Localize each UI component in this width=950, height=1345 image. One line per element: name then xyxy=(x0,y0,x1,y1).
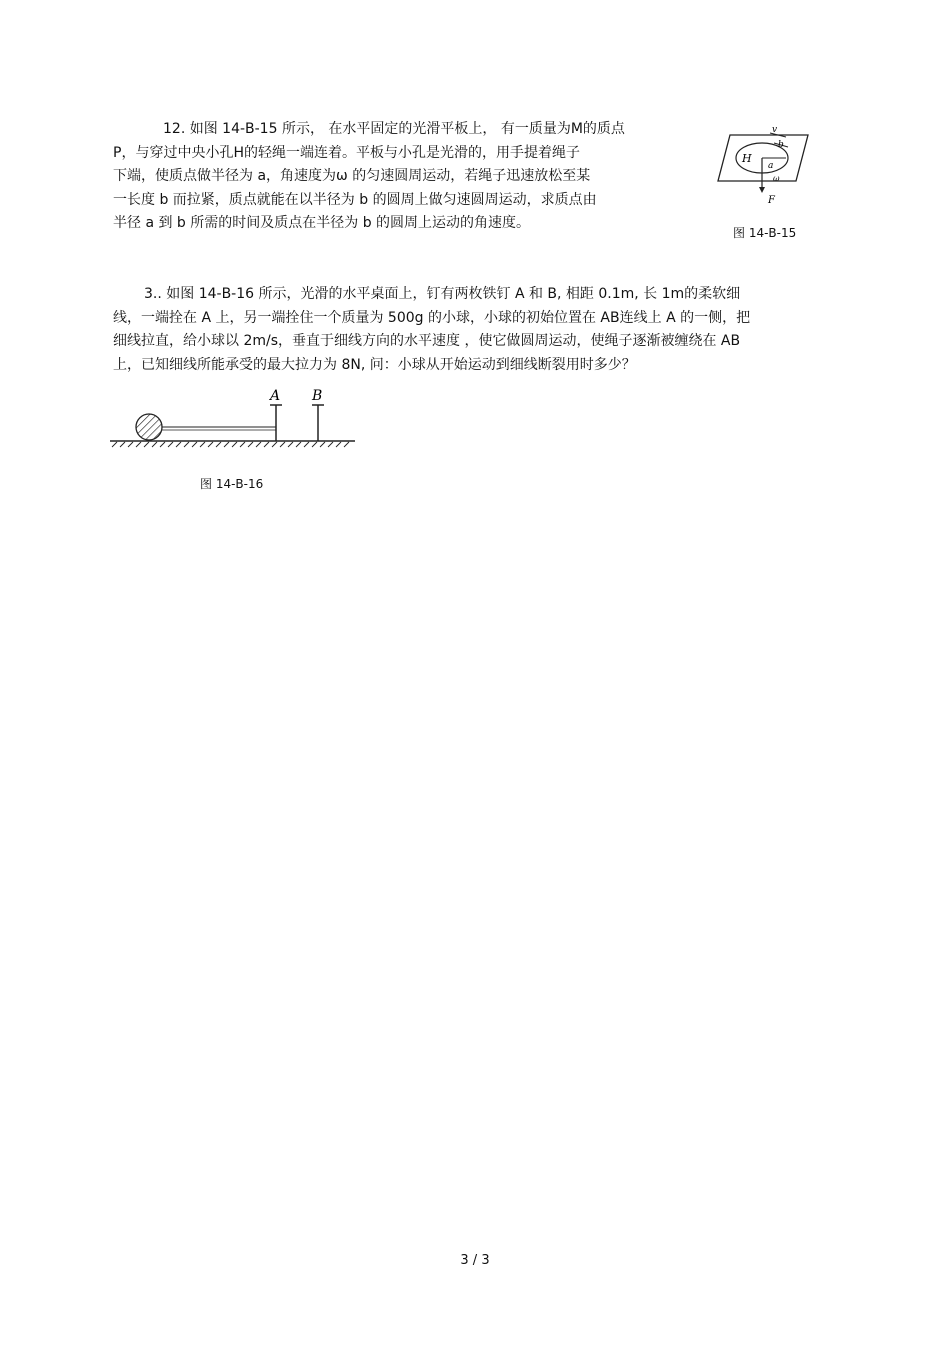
problem-12-line-5: 半径 a 到 b 所需的时间及质点在半径为 b 的圆周上运动的角速度。 xyxy=(113,215,531,231)
fig15-label-v: v xyxy=(772,125,778,135)
problem-12-line-3: 下端，使质点做半径为 a，角速度为ω 的匀速圆周运动，若绳子迅速放松至某 xyxy=(113,168,591,184)
fig16-label-a: A xyxy=(270,388,281,404)
problem-3-line-4: 上，已知细线所能承受的最大拉力为 8N, 问：小球从开始运动到细线断裂用时多少？ xyxy=(113,356,636,373)
page-number: 3 / 3 xyxy=(460,1253,490,1268)
problem-12-line-4: 一长度 b 而拉紧，质点就能在以半径为 b 的圆周上做匀速圆周运动，求质点由 xyxy=(113,191,597,208)
fig15-label-b: b xyxy=(778,140,784,150)
fig15-label-omega: ω xyxy=(773,174,780,183)
problem-12-line-2: P，与穿过中央小孔H的轻绳一端连着。平板与小孔是光滑的，用手提着绳子 xyxy=(113,144,580,161)
fig15-label-h: H xyxy=(742,152,752,165)
figure-14-b-15-caption: 图 14-B-15 xyxy=(733,226,797,240)
fig15-label-f: F xyxy=(768,195,775,206)
problem-3-line-3: 细线拉直，给小球以 2m/s，垂直于细线方向的水平速度 ，使它做圆周运动，使绳子逐渐被缠绕在 AB xyxy=(113,333,741,349)
fig16-label-b: B xyxy=(312,388,323,404)
figure-14-b-16-caption: 图 14-B-16 xyxy=(200,477,264,491)
fig15-label-a: a xyxy=(768,161,774,171)
problem-3-line-1: 3.. 如图 14-B-16 所示，光滑的水平桌面上，钉有两枚铁钉 A 和 B, 相距 0.1m, 长 1m的柔软细 xyxy=(144,286,741,302)
problem-12-line-1: 12. 如图 14-B-15 所示， 在水平固定的光滑平板上， 有一质量为M的质点 xyxy=(163,121,625,137)
figure-14-b-15 xyxy=(712,123,812,208)
problem-3-line-2: 线，一端拴在 A 上，另一端拴住一个质量为 500g 的小球，小球的初始位置在 AB连线上 A 的一侧，把 xyxy=(113,309,751,326)
problem-3 xyxy=(113,283,848,377)
ball-shape xyxy=(136,414,162,440)
figure-14-b-16 xyxy=(110,383,355,453)
problem-12 xyxy=(113,118,683,236)
